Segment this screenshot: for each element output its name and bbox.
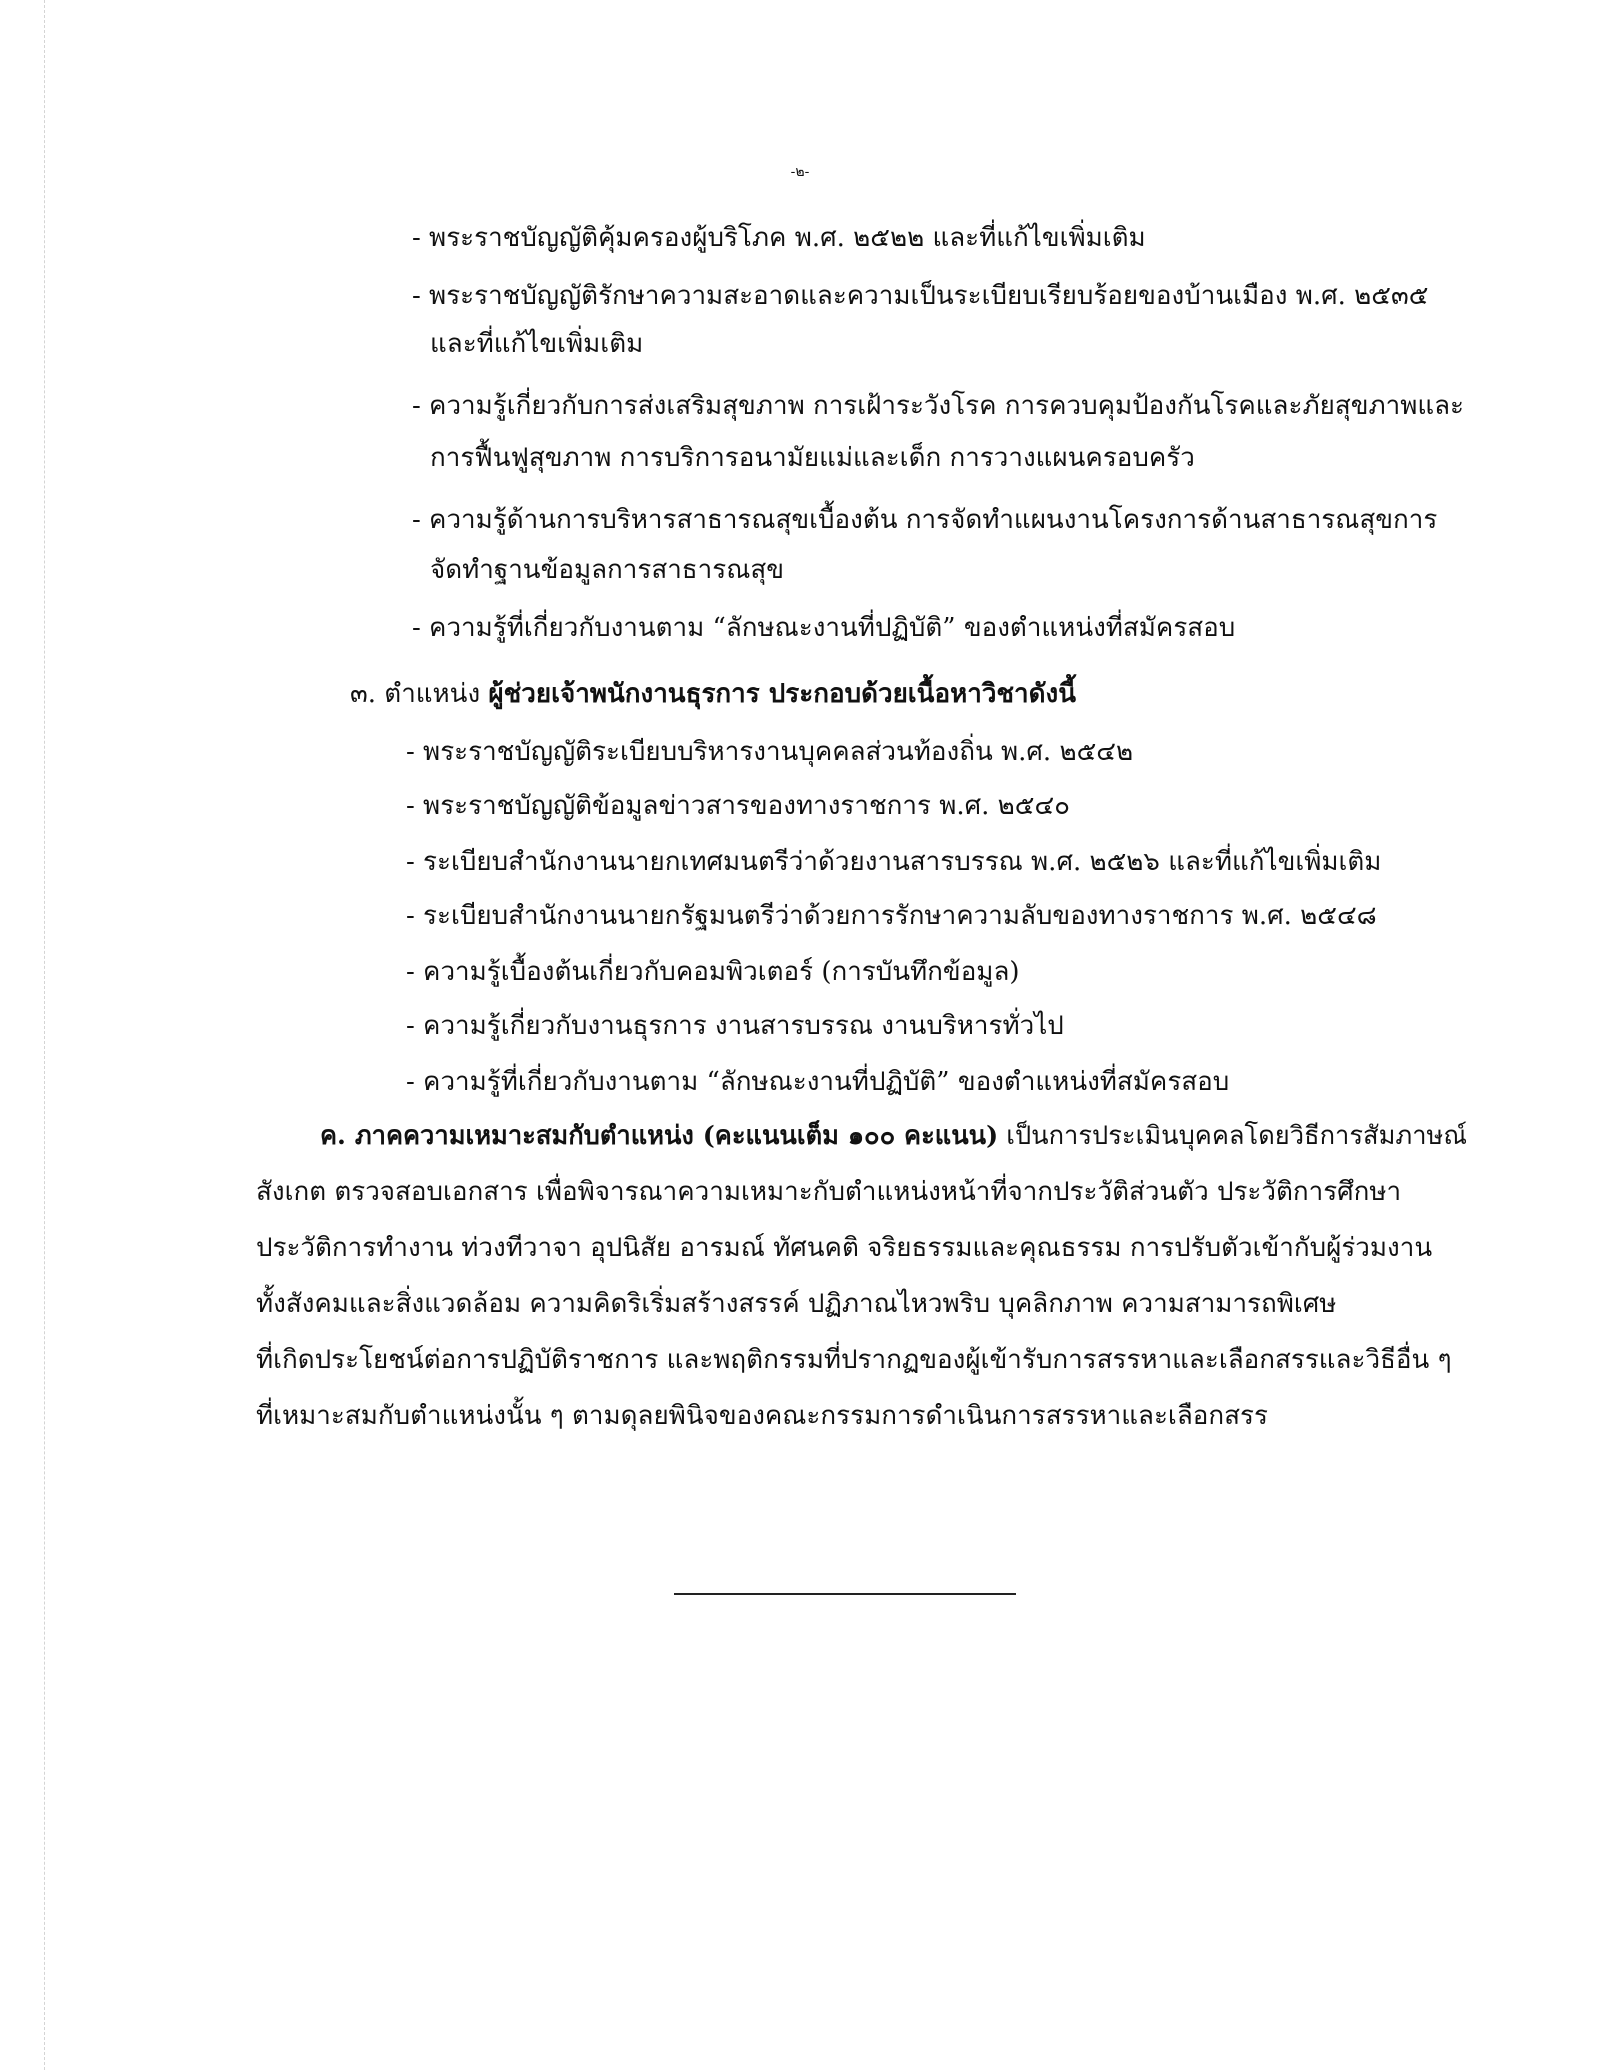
- list-item: - ความรู้เกี่ยวกับการส่งเสริมสุขภาพ การเฝ้าระวังโรค การควบคุมป้องกันโรคและภัยสุขภาพและ: [412, 391, 1464, 421]
- list-item-continuation: และที่แก้ไขเพิ่มเติม: [430, 329, 644, 359]
- paragraph-line: ที่เหมาะสมกับตำแหน่งนั้น ๆ ตามดุลยพินิจของคณะกรรมการดำเนินการสรรหาและเลือกสรร: [256, 1401, 1268, 1431]
- list-item: - ความรู้เบื้องต้นเกี่ยวกับคอมพิวเตอร์ (การบันทึกข้อมูล): [406, 957, 1020, 987]
- page-number: -๒-: [790, 164, 810, 180]
- list-item: - พระราชบัญญัติรักษาความสะอาดและความเป็นระเบียบเรียบร้อยของบ้านเมือง พ.ศ. ๒๕๓๕: [412, 281, 1429, 311]
- part-c-heading: ค. ภาคความเหมาะสมกับตำแหน่ง (คะแนนเต็ม ๑๐๐ คะแนน): [320, 1121, 999, 1151]
- scan-edge-artifact: [44, 0, 45, 2070]
- paragraph-line: ทั้งสังคมและสิ่งแวดล้อม ความคิดริเริ่มสร้างสรรค์ ปฏิภาณไหวพริบ บุคลิกภาพ ความสามารถพิเศษ: [256, 1289, 1337, 1319]
- list-item-continuation: จัดทำฐานข้อมูลการสาธารณสุข: [430, 555, 785, 585]
- part-c-first-line-text: เป็นการประเมินบุคคลโดยวิธีการสัมภาษณ์: [998, 1121, 1468, 1151]
- section-heading: [350, 676, 1076, 712]
- list-item: - ระเบียบสำนักงานนายกเทศมนตรีว่าด้วยงานสารบรรณ พ.ศ. ๒๕๒๖ และที่แก้ไขเพิ่มเติม: [406, 847, 1382, 877]
- paragraph-line: ที่เกิดประโยชน์ต่อการปฏิบัติราชการ และพฤติกรรมที่ปรากฏของผู้เข้ารับการสรรหาและเลือกสรรและวิธีอื่น ๆ: [256, 1345, 1452, 1375]
- list-item: - ความรู้ที่เกี่ยวกับงานตาม “ลักษณะงานที่ปฏิบัติ” ของตำแหน่งที่สมัครสอบ: [406, 1067, 1230, 1097]
- section-number: ๓. ตำแหน่ง: [350, 679, 489, 709]
- position-title: ผู้ช่วยเจ้าพนักงานธุรการ: [488, 679, 760, 709]
- end-divider: [674, 1593, 1016, 1595]
- list-item: - ความรู้ที่เกี่ยวกับงานตาม “ลักษณะงานที่ปฏิบัติ” ของตำแหน่งที่สมัครสอบ: [412, 613, 1236, 643]
- list-item: - พระราชบัญญัติข้อมูลข่าวสารของทางราชการ พ.ศ. ๒๕๔๐: [406, 791, 1070, 821]
- paragraph-line: สังเกต ตรวจสอบเอกสาร เพื่อพิจารณาความเหมาะกับตำแหน่งหน้าที่จากประวัติส่วนตัว ประวัติการศึกษา: [256, 1177, 1402, 1207]
- list-item: - ความรู้ด้านการบริหารสาธารณสุขเบื้องต้น การจัดทำแผนงานโครงการด้านสาธารณสุขการ: [412, 505, 1438, 535]
- section-heading-suffix: ประกอบด้วยเนื้อหาวิชาดังนี้: [759, 679, 1077, 709]
- part-c-first-line: [320, 1118, 1467, 1154]
- list-item: - พระราชบัญญัติระเบียบบริหารงานบุคคลส่วนท้องถิ่น พ.ศ. ๒๕๔๒: [406, 737, 1134, 767]
- list-item-continuation: การฟื้นฟูสุขภาพ การบริการอนามัยแม่และเด็ก การวางแผนครอบครัว: [430, 443, 1195, 473]
- paragraph-line: ประวัติการทำงาน ท่วงทีวาจา อุปนิสัย อารมณ์ ทัศนคติ จริยธรรมและคุณธรรม การปรับตัวเข้ากับผู้ร่วมงาน: [256, 1233, 1433, 1263]
- list-item: - ระเบียบสำนักงานนายกรัฐมนตรีว่าด้วยการรักษาความลับของทางราชการ พ.ศ. ๒๕๔๘: [406, 901, 1377, 931]
- list-item: - ความรู้เกี่ยวกับงานธุรการ งานสารบรรณ งานบริหารทั่วไป: [406, 1011, 1064, 1041]
- list-item: - พระราชบัญญัติคุ้มครองผู้บริโภค พ.ศ. ๒๕๒๒ และที่แก้ไขเพิ่มเติม: [412, 223, 1146, 253]
